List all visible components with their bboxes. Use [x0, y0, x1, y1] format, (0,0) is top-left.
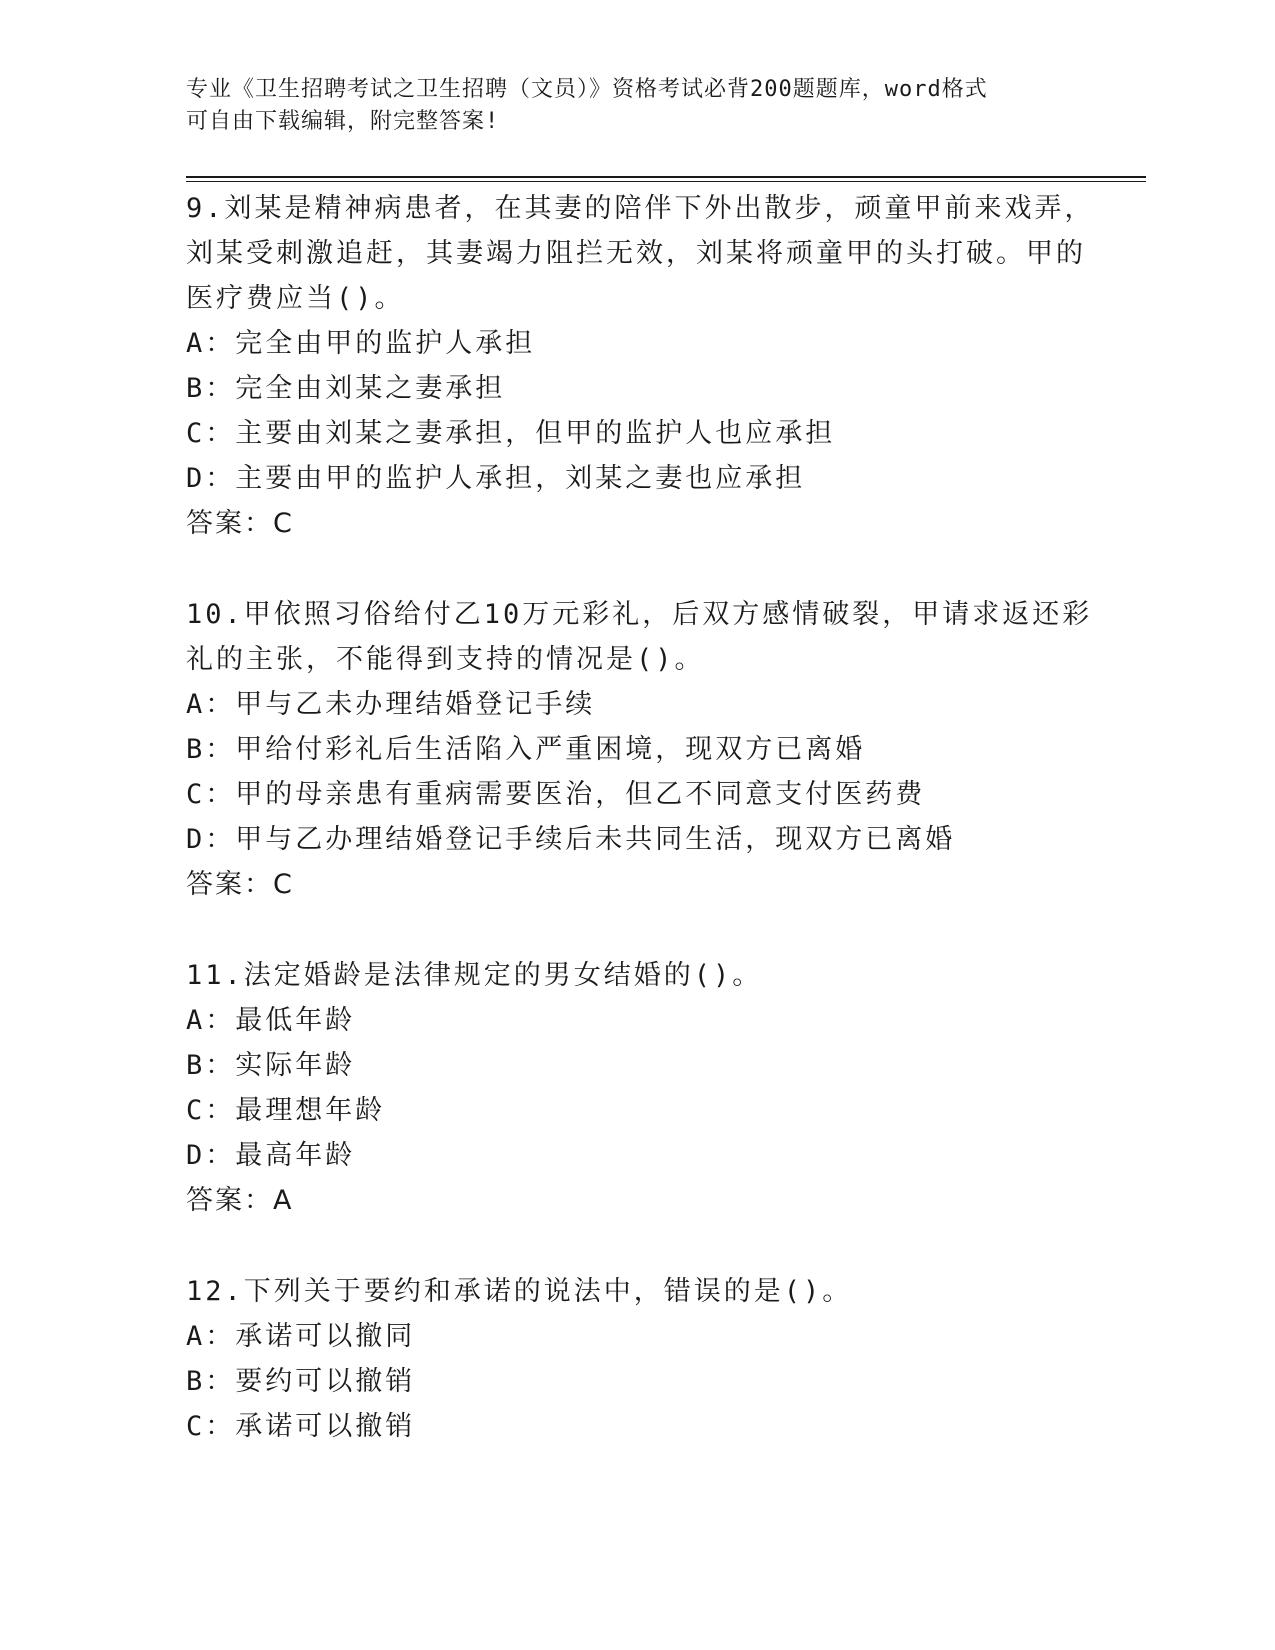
- header-title-line-2: 可自由下载编辑，附完整答案!: [186, 109, 500, 134]
- answer-label: 答案：A: [186, 1185, 294, 1216]
- header-title-line-1: 专业《卫生招聘考试之卫生招聘（文员）》资格考试必背200题题库，word格式: [186, 77, 988, 102]
- question-stem: 12.下列关于要约和承诺的说法中，错误的是()。: [186, 1276, 853, 1307]
- question-10: [186, 592, 1146, 907]
- option-d: D：甲与乙办理结婚登记手续后未共同生活，现双方已离婚: [186, 824, 956, 855]
- option-d: D：主要由甲的监护人承担，刘某之妻也应承担: [186, 463, 806, 494]
- question-12: [186, 1269, 1146, 1449]
- option-a: A：甲与乙未办理结婚登记手续: [186, 689, 596, 720]
- option-b: B：实际年龄: [186, 1050, 356, 1081]
- header-divider-thin: [186, 181, 1146, 182]
- question-list: [186, 186, 1146, 1495]
- option-a: A：最低年龄: [186, 1005, 356, 1036]
- question-stem: 10.甲依照习俗给付乙10万元彩礼，后双方感情破裂，甲请求返还彩: [186, 599, 1093, 630]
- option-c: C：甲的母亲患有重病需要医治，但乙不同意支付医药费: [186, 779, 926, 810]
- option-d: D：最高年龄: [186, 1140, 356, 1171]
- option-c: C：承诺可以撤销: [186, 1411, 416, 1442]
- option-c: C：主要由刘某之妻承担，但甲的监护人也应承担: [186, 418, 836, 449]
- document-header: [186, 74, 1086, 138]
- question-stem: 医疗费应当()。: [186, 283, 405, 314]
- question-11: [186, 953, 1146, 1223]
- question-stem: 9.刘某是精神病患者，在其妻的陪伴下外出散步，顽童甲前来戏弄，: [186, 193, 1095, 224]
- question-stem: 11.法定婚龄是法律规定的男女结婚的()。: [186, 960, 763, 991]
- answer-label: 答案：C: [186, 869, 294, 900]
- option-c: C：最理想年龄: [186, 1095, 386, 1126]
- option-b: B：要约可以撤销: [186, 1366, 416, 1397]
- question-9: [186, 186, 1146, 546]
- header-divider: [186, 176, 1146, 178]
- question-stem: 礼的主张，不能得到支持的情况是()。: [186, 644, 705, 675]
- option-b: B：完全由刘某之妻承担: [186, 373, 506, 404]
- question-stem: 刘某受刺激追赶，其妻竭力阻拦无效，刘某将顽童甲的头打破。甲的: [186, 238, 1086, 269]
- answer-label: 答案：C: [186, 508, 294, 539]
- option-a: A：承诺可以撤同: [186, 1321, 416, 1352]
- option-b: B：甲给付彩礼后生活陷入严重困境，现双方已离婚: [186, 734, 866, 765]
- option-a: A：完全由甲的监护人承担: [186, 328, 536, 359]
